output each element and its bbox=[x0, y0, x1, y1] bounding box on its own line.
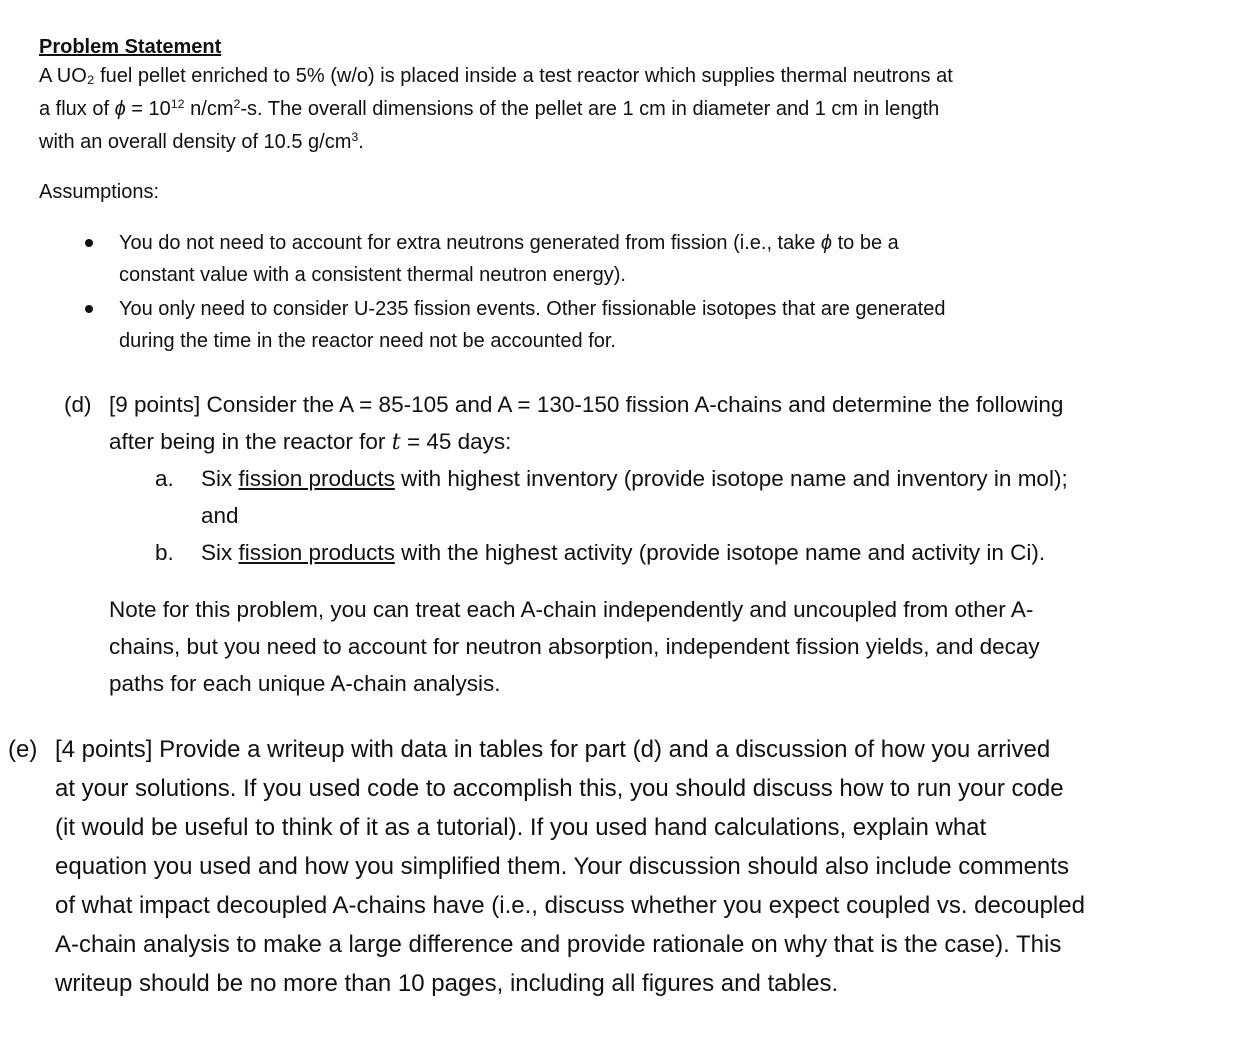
item-a-pre: Six bbox=[201, 466, 239, 491]
problem-line-3-post: . bbox=[358, 131, 364, 153]
part-d-item-a bbox=[201, 460, 1068, 497]
problem-title: Problem Statement bbox=[39, 36, 222, 58]
problem-line-3-pre: with an overall density of 10.5 g/cm bbox=[39, 131, 352, 153]
part-e-label: (e) bbox=[8, 736, 38, 763]
fission-products-term: fission products bbox=[238, 466, 395, 491]
part-e-line-2: at your solutions. If you used code to accomplish this, you should discuss how to run your code bbox=[55, 775, 1064, 802]
problem-line-1: A UO₂ fuel pellet enriched to 5% (w/o) is placed inside a test reactor which supplies thermal neutrons at bbox=[39, 65, 953, 87]
problem-line-2-pre: a flux of bbox=[39, 98, 115, 120]
assumption-1-line-1 bbox=[119, 227, 899, 260]
part-d-item-a-cont: and bbox=[201, 503, 239, 528]
part-e-line-3: (it would be useful to think of it as a tutorial). If you used hand calculations, explain what bbox=[55, 814, 987, 841]
assumption-1-line-2: constant value with a consistent thermal neutron energy). bbox=[119, 264, 626, 286]
problem-line-2-unit: n/cm bbox=[184, 98, 234, 120]
problem-line-2 bbox=[39, 93, 939, 126]
item-b-post: with the highest activity (provide isotope name and activity in Ci). bbox=[394, 540, 1046, 565]
time-variable: t bbox=[391, 429, 401, 455]
flux-symbol: ϕ bbox=[820, 232, 833, 254]
list-marker-a: a. bbox=[155, 466, 174, 491]
density-exponent: 3 bbox=[351, 130, 359, 145]
assumption-2-line-1: You only need to consider U-235 fission events. Other fissionable isotopes that are generated bbox=[119, 298, 946, 320]
problem-line-2-post: -s. The overall dimensions of the pellet are 1 cm in diameter and 1 cm in length bbox=[240, 98, 940, 120]
part-e-line-7: writeup should be no more than 10 pages, including all figures and tables. bbox=[55, 970, 839, 997]
problem-line-2-eq: = 10 bbox=[125, 98, 171, 120]
part-e-line-6: A-chain analysis to make a large difference and provide rationale on why that is the case). This bbox=[55, 931, 1062, 958]
part-d-line-1: [9 points] Consider the A = 85-105 and A = 130-150 fission A-chains and determine the following bbox=[109, 392, 1064, 417]
flux-symbol: ϕ bbox=[114, 98, 126, 120]
part-d-line-2 bbox=[109, 423, 511, 461]
note-line-2: chains, but you need to account for neutron absorption, independent fission yields, and decay bbox=[109, 634, 1040, 659]
note-line-1: Note for this problem, you can treat each A-chain independently and uncoupled from other A- bbox=[109, 597, 1034, 622]
part-e-line-1: [4 points] Provide a writeup with data in tables for part (d) and a discussion of how you arrived bbox=[55, 736, 1051, 763]
bullet-icon bbox=[85, 239, 93, 247]
assumption-2-line-2: during the time in the reactor need not be accounted for. bbox=[119, 330, 616, 352]
part-e-line-5: of what impact decoupled A-chains have (i.e., discuss whether you expect coupled vs. decoupled bbox=[55, 892, 1085, 919]
unit-exponent: 2 bbox=[233, 97, 241, 112]
bullet-icon bbox=[85, 305, 93, 313]
assumption-1-pre: You do not need to account for extra neutrons generated from fission (i.e., take bbox=[119, 232, 821, 254]
part-d-line-2-post: = 45 days: bbox=[400, 429, 512, 454]
part-d-label: (d) bbox=[64, 392, 92, 417]
item-b-pre: Six bbox=[201, 540, 239, 565]
item-a-post: with highest inventory (provide isotope name and inventory in mol); bbox=[394, 466, 1068, 491]
part-d-item-b bbox=[201, 534, 1045, 571]
fission-products-term: fission products bbox=[238, 540, 395, 565]
assumptions-heading: Assumptions: bbox=[39, 181, 160, 203]
problem-line-3 bbox=[39, 126, 364, 159]
note-line-3: paths for each unique A-chain analysis. bbox=[109, 671, 501, 696]
assumption-1-post: to be a bbox=[832, 232, 899, 254]
part-d-line-2-pre: after being in the reactor for bbox=[109, 429, 392, 454]
flux-exponent: 12 bbox=[170, 97, 185, 112]
part-e-line-4: equation you used and how you simplified them. Your discussion should also include comments bbox=[55, 853, 1069, 880]
list-marker-b: b. bbox=[155, 540, 174, 565]
